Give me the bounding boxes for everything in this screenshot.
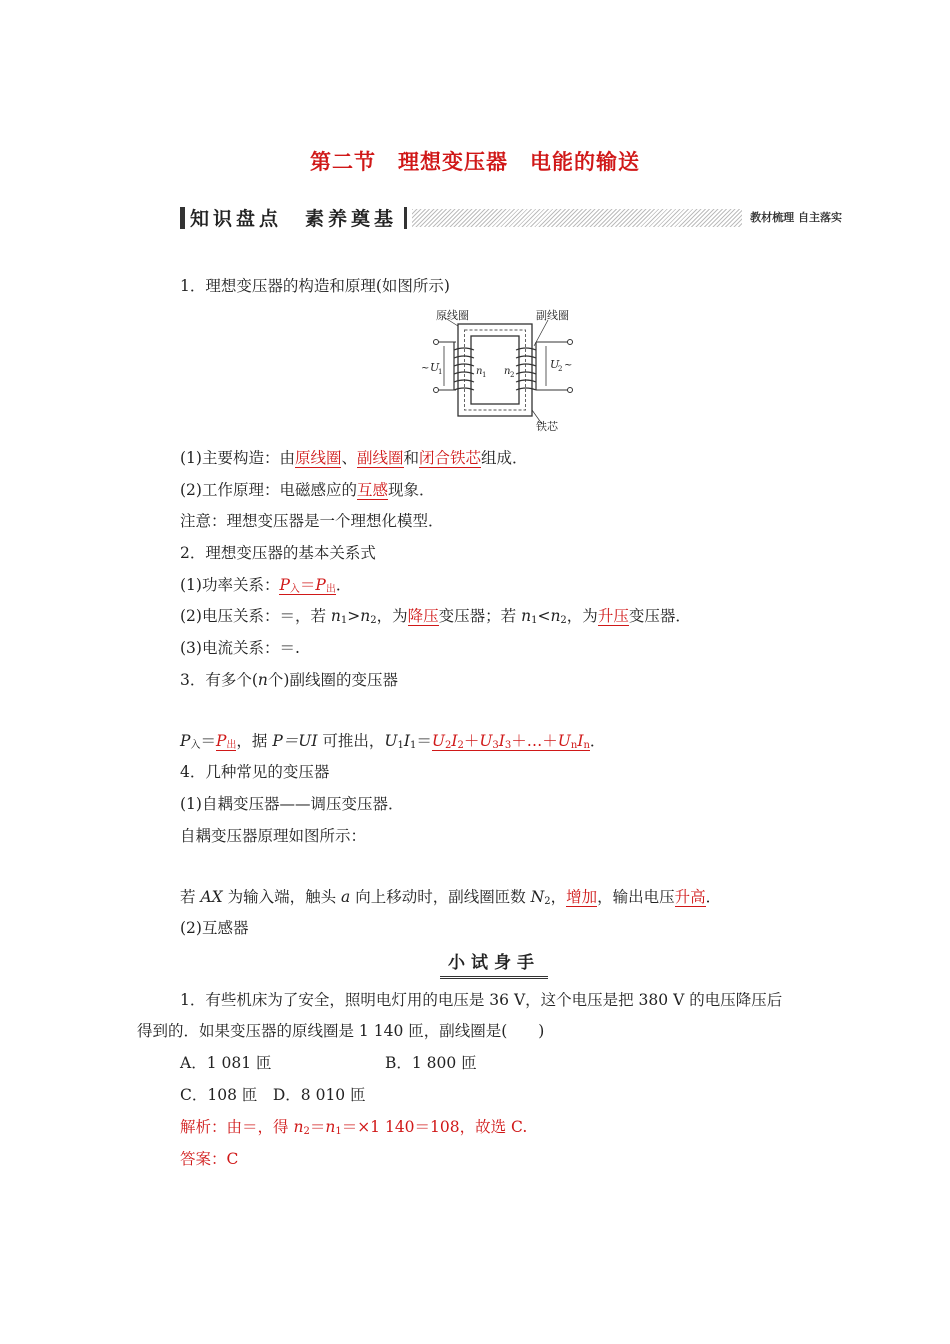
s1-principle: (2)工作原理：电磁感应的互感现象． (180, 481, 435, 499)
secondary-label: 副线圈 (536, 309, 569, 322)
s2-power: (1)功率关系：$P_入=P_出$． (180, 576, 352, 595)
banner-tag: 教材梳理 自主落实 (742, 209, 846, 227)
s1-note: 注意：理想变压器是一个理想化模型． (180, 512, 444, 530)
s4-mutual-inductor: (2)互感器 (180, 919, 249, 937)
primary-label: 原线圈 (436, 309, 469, 322)
tilde-left: ~ (421, 363, 430, 374)
s2-current: (3)电流关系：＝. (180, 639, 300, 657)
s3-heading: 3．有多个(n个)副线圈的变压器 (180, 671, 398, 689)
q1-line1: 1．有些机床为了安全，照明电灯用的电压是 36 V，这个电压是把 380 V 的电压降压后 (180, 991, 783, 1009)
page-title: 第二节 理想变压器 电能的输送 (310, 150, 640, 174)
q1-option-cd: C．108 匝 D．8 010 匝 (180, 1086, 366, 1104)
n1-label: n (476, 366, 483, 377)
n2-label: n (504, 366, 511, 377)
trial-heading: 小试身手 (440, 948, 548, 979)
q1-line2: 得到的．如果变压器的原线圈是 1 140 匝，副线圈是( ) (137, 1022, 545, 1040)
u2-label: U (550, 358, 560, 371)
q1-option-b: B．1 800 匝 (385, 1054, 477, 1072)
u2-sub: 2 (558, 365, 563, 373)
s4-autotransformer-figure-caption: 自耦变压器原理如图所示： (180, 827, 367, 845)
q1-option-a: A．1 081 匝 (180, 1054, 272, 1072)
tilde-right: ~ (564, 360, 573, 371)
q1-answer: 答案：C (180, 1150, 239, 1168)
transformer-figure (418, 306, 590, 434)
s2-heading: 2．理想变压器的基本关系式 (180, 544, 376, 562)
section-banner (180, 204, 846, 230)
banner-heading: 知识盘点 素养奠基 (190, 208, 398, 230)
s1-heading: 1．理想变压器的构造和原理(如图所示) (180, 277, 450, 295)
banner-separator (404, 207, 407, 229)
s4-autotransformer-text: 若 AX 为输入端，触头 a 向上移动时，副线圈匝数 $N_2$，增加，输出电压升高． (180, 888, 722, 907)
s4-heading: 4．几种常见的变压器 (180, 763, 330, 781)
s3-formula: $P_入=P_出$，据 P＝UI 可推出，$U_1I_1=U_2I_2+U_3I_3+\dots+U_nI_n$． (180, 732, 606, 751)
core-label: 铁芯 (536, 420, 558, 433)
n1-sub: 1 (482, 371, 487, 379)
s1-structure: (1)主要构造：由原线圈、副线圈和闭合铁芯组成． (180, 449, 528, 467)
n2-sub: 2 (510, 371, 515, 379)
q1-solution: 解析：由＝，得 $n_2=n_1=\times 1$ 140＝108，故选 C. (180, 1118, 528, 1137)
s2-voltage: (2)电压关系：＝，若 $n_1>n_2$，为降压变压器；若 $n_1<n_2$，为升压变压器． (180, 607, 691, 626)
u1-label: U (430, 361, 440, 374)
s4-autotransformer: (1)自耦变压器——调压变压器． (180, 795, 404, 813)
banner-bar (180, 207, 185, 229)
u1-sub: 1 (438, 368, 443, 376)
